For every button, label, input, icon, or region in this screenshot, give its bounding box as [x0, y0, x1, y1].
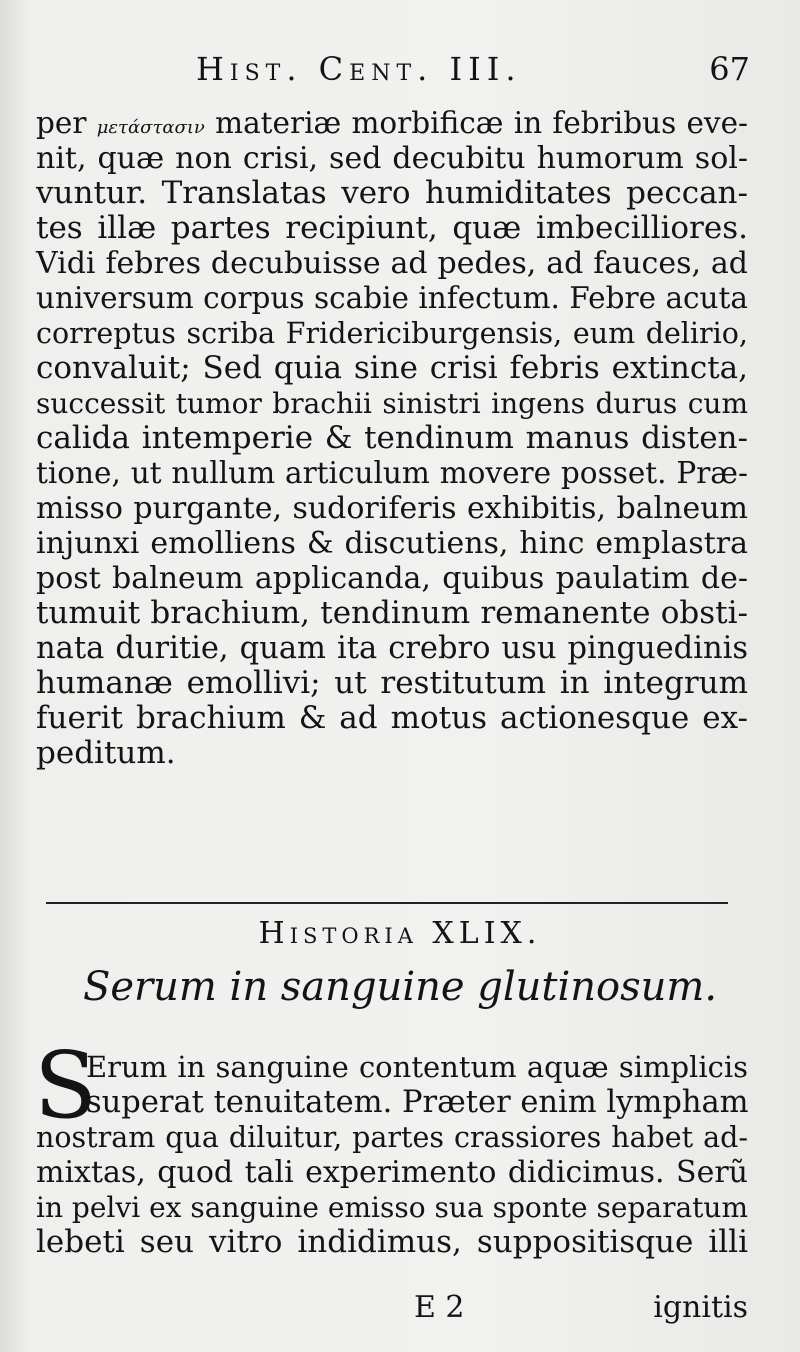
text-line: in pelvi ex sanguine emisso sua sponte separatum [36, 1191, 748, 1224]
text-line: universum corpus scabie infectum. Febre acuta [36, 281, 748, 315]
greek-word: μετάστασιν [96, 117, 205, 138]
text-line: tione, ut nullum articulum movere posset. Præ- [36, 456, 748, 490]
section-rule [46, 902, 728, 904]
text-line: mixtas, quod tali experimento didicimus. Serũ [36, 1155, 748, 1190]
text-line: superat tenuitatem. Præter enim lympham [86, 1085, 749, 1120]
text-line: successit tumor brachii sinistri ingens durus cum [36, 387, 748, 420]
section-title: Historia XLIX. [258, 916, 542, 951]
text-line: Erum in sanguine contentum aquæ simplicis [86, 1050, 748, 1084]
text-line: lebeti seu vitro indidimus, suppositisque illi [36, 1224, 748, 1260]
page-number: 67 [709, 50, 750, 88]
running-header [196, 50, 750, 88]
catchword: ignitis [653, 1290, 748, 1325]
text-line: misso purgante, sudoriferis exhibitis, balneum [36, 491, 748, 526]
signature-mark: E 2 [414, 1290, 465, 1325]
text-line: correptus scriba Fridericiburgensis, eum delirio, [36, 317, 748, 350]
section-subtitle: Serum in sanguine glutinosum. [82, 964, 718, 1010]
text-line: nata duritie, quam ita crebro usu pinguedinis [36, 631, 748, 666]
paragraph-2 [36, 1050, 748, 1260]
text-line: post balneum applicanda, quibus paulatim de- [36, 561, 748, 596]
page-footer [36, 1290, 748, 1330]
text-line: tes illæ partes recipiunt, quæ imbecilliores. [36, 210, 748, 246]
running-title: Hist. Cent. III. [196, 50, 522, 88]
text-line: tumuit brachium, tendinum remanente obsti- [36, 595, 748, 631]
text-line: calida intemperie & tendinum manus disten- [36, 420, 748, 456]
text-line: nostram qua diluitur, partes crassiores habet ad- [36, 1121, 748, 1154]
text-line: injunxi emolliens & discutiens, hinc emplastra [36, 526, 748, 561]
drop-capital: S [34, 1032, 98, 1139]
text-line: fuerit brachium & ad motus actionesque ex- [36, 700, 748, 736]
paragraph-1 [36, 106, 748, 771]
text-line: vuntur. Translatas vero humiditates peccan- [36, 175, 748, 211]
text-line: nit, quæ non crisi, sed decubitu humorum sol- [36, 141, 748, 176]
text-line: peditum. [36, 735, 176, 771]
text-line: convaluit; Sed quia sine crisi febris extincta, [36, 350, 748, 386]
text-line: per μετάστασιν materiæ morbificæ in febribus eve- [36, 106, 748, 140]
text-line: Vidi febres decubuisse ad pedes, ad fauces, ad [36, 246, 748, 281]
text-line: humanæ emollivi; ut restitutum in integrum [36, 665, 748, 701]
